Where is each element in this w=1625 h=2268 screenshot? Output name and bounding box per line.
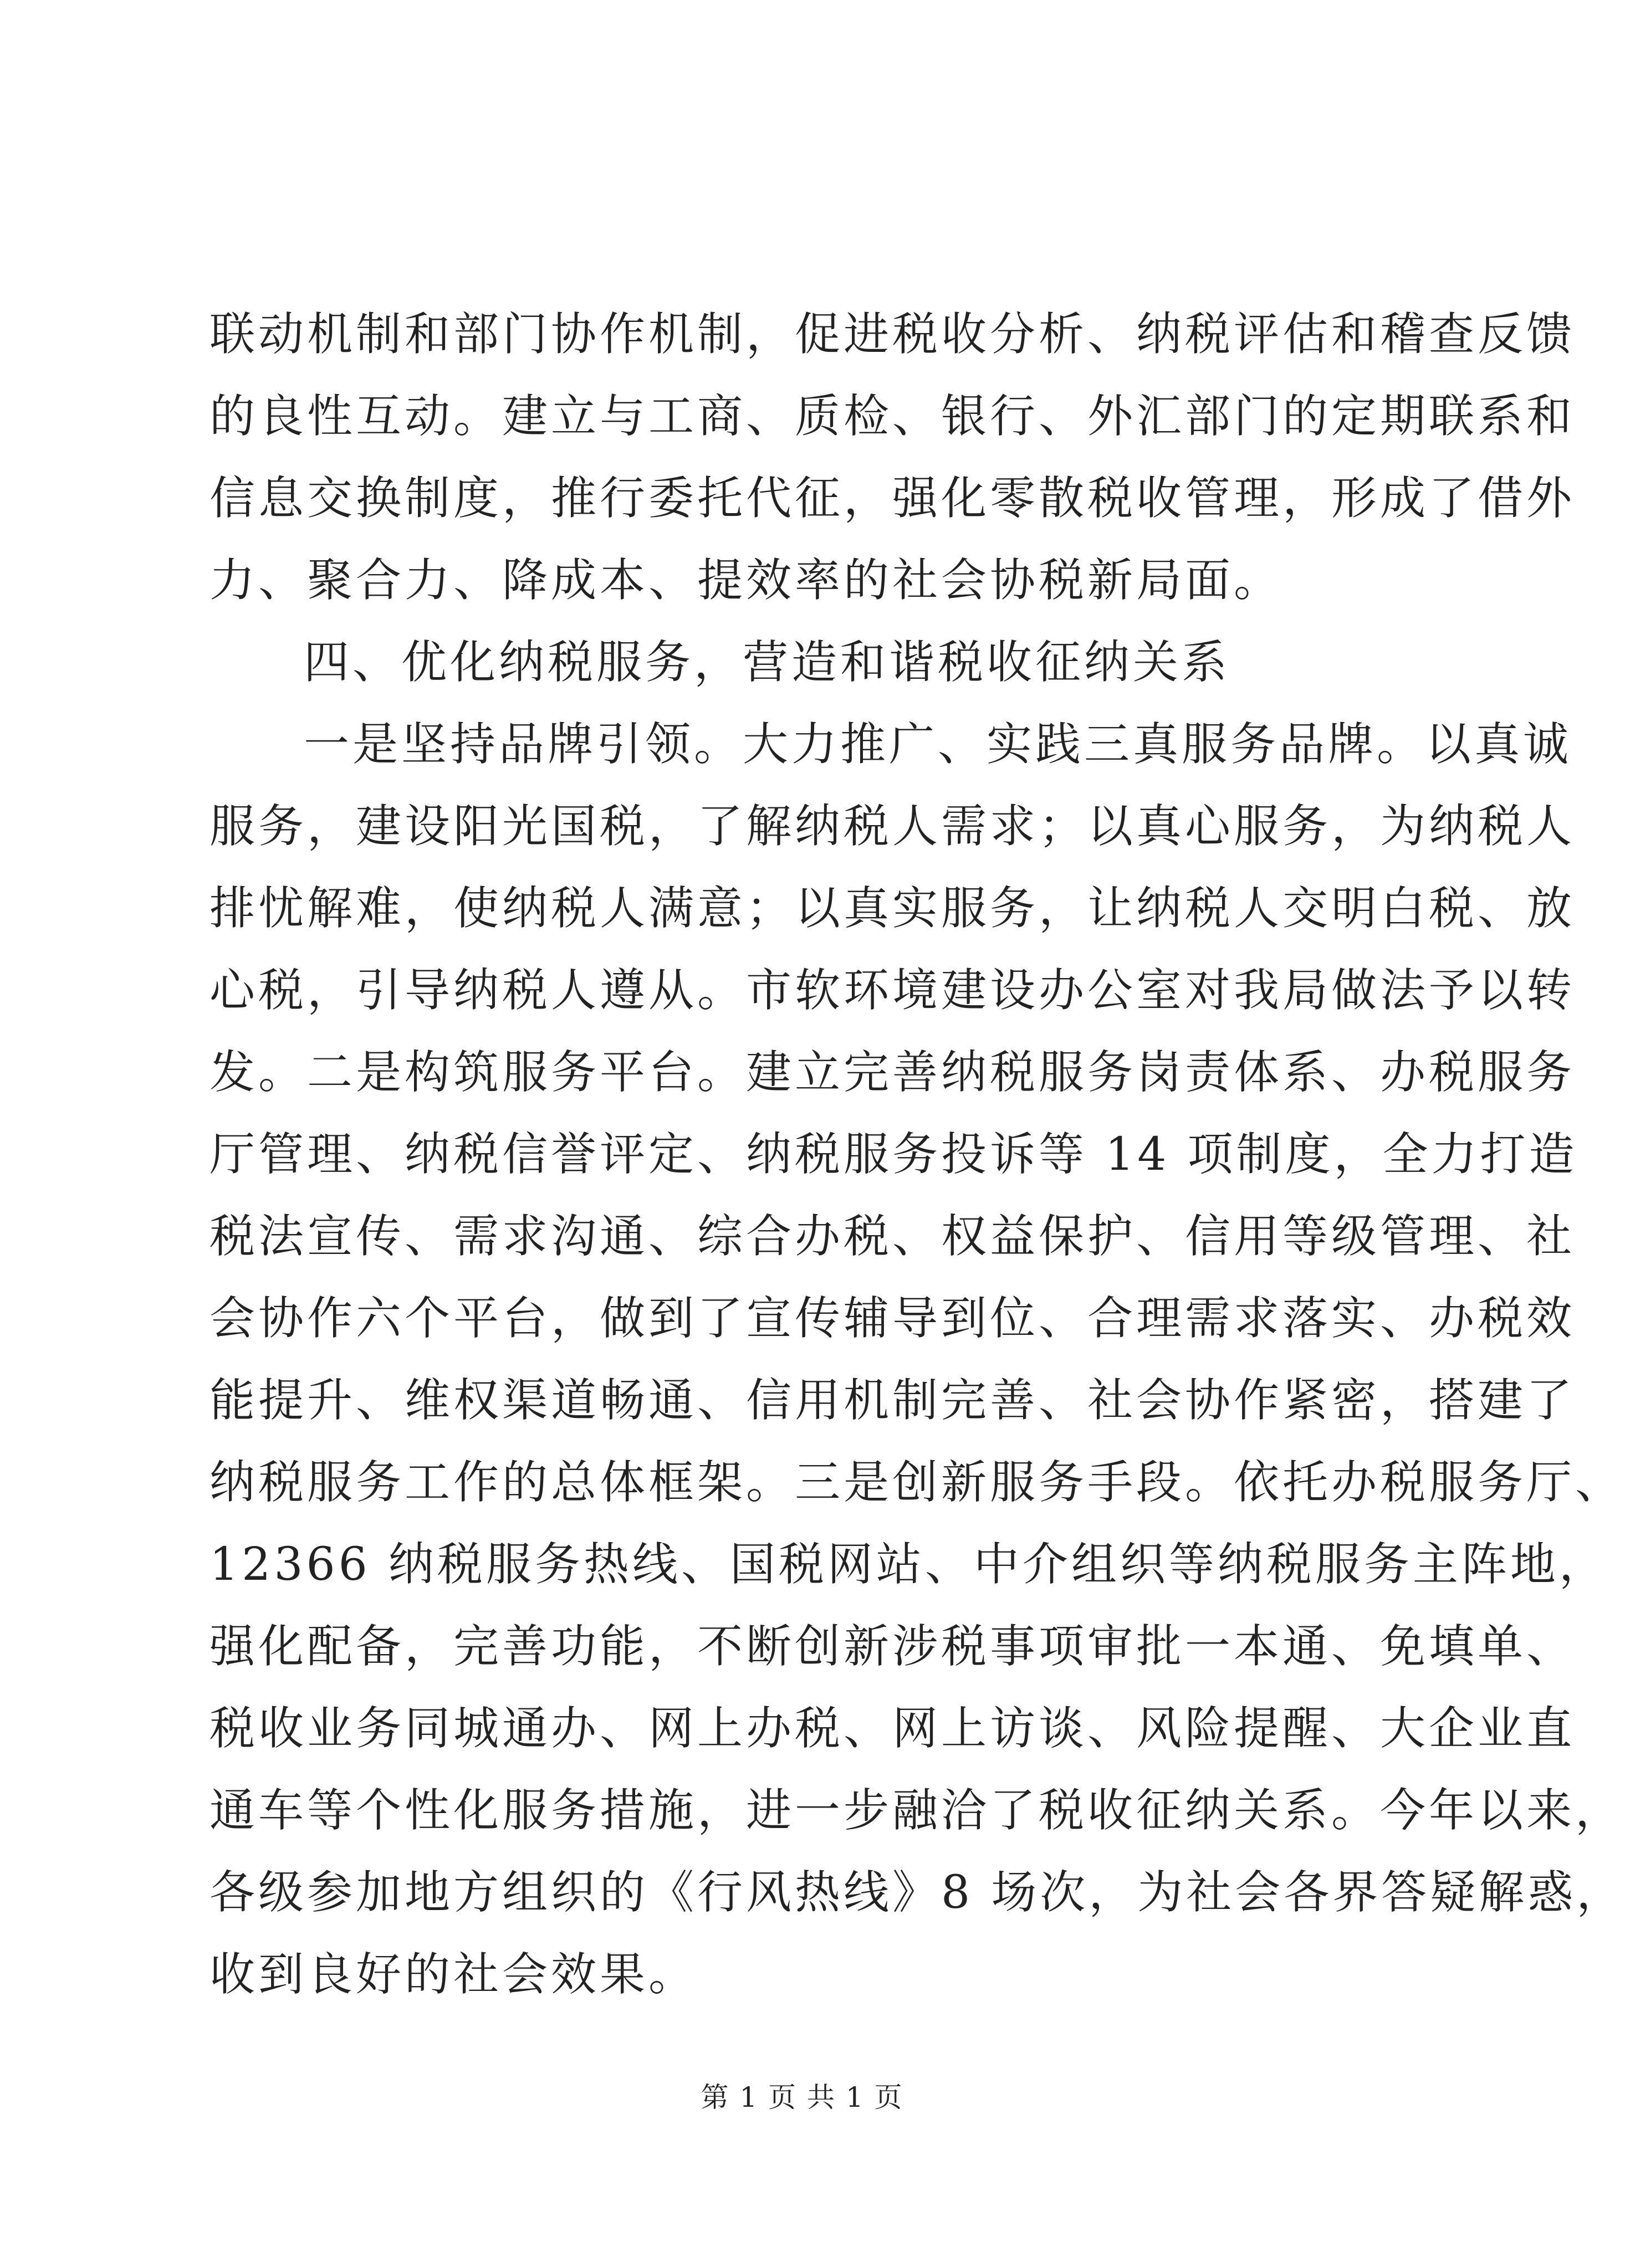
text-line: 各级参加地方组织的《行风热线》8 场次，为社会各界答疑解惑， bbox=[209, 1866, 1625, 1919]
text-line: 心税，引导纳税人遵从。市软环境建设办公室对我局做法予以转 bbox=[209, 964, 1576, 1017]
text-line: 发。二是构筑服务平台。建立完善纳税服务岗责体系、办税服务 bbox=[209, 1046, 1576, 1099]
document-body bbox=[209, 294, 1625, 2016]
text-line: 税收业务同城通办、网上办税、网上访谈、风险提醒、大企业直 bbox=[209, 1702, 1576, 1755]
page-footer: 第 1 页 共 1 页 bbox=[701, 2081, 903, 2113]
text-line: 收到良好的社会效果。 bbox=[209, 1948, 698, 2001]
section-heading: 四、优化纳税服务，营造和谐税收征纳关系 bbox=[304, 636, 1231, 689]
text-line: 服务，建设阳光国税，了解纳税人需求；以真心服务，为纳税人 bbox=[209, 800, 1576, 853]
text-line: 厅管理、纳税信誉评定、纳税服务投诉等 14 项制度，全力打造 bbox=[209, 1128, 1578, 1181]
text-line: 能提升、维权渠道畅通、信用机制完善、社会协作紧密，搭建了 bbox=[209, 1374, 1576, 1427]
text-line: 的良性互动。建立与工商、质检、银行、外汇部门的定期联系和 bbox=[209, 390, 1576, 443]
text-line: 通车等个性化服务措施，进一步融洽了税收征纳关系。今年以来， bbox=[209, 1784, 1624, 1837]
text-line: 一是坚持品牌引领。大力推广、实践三真服务品牌。以真诚 bbox=[304, 718, 1572, 771]
text-line: 强化配备，完善功能，不断创新涉税事项审批一本通、免填单、 bbox=[209, 1620, 1576, 1673]
text-line: 联动机制和部门协作机制，促进税收分析、纳税评估和稽查反馈 bbox=[209, 308, 1576, 361]
text-line: 信息交换制度，推行委托代征，强化零散税收管理，形成了借外 bbox=[209, 472, 1576, 525]
text-line: 12366 纳税服务热线、国税网站、中介组织等纳税服务主阵地， bbox=[209, 1538, 1608, 1591]
text-line: 力、聚合力、降成本、提效率的社会协税新局面。 bbox=[209, 554, 1283, 607]
text-line: 纳税服务工作的总体框架。三是创新服务手段。依托办税服务厅、 bbox=[209, 1456, 1624, 1509]
text-line: 税法宣传、需求沟通、综合办税、权益保护、信用等级管理、社 bbox=[209, 1210, 1576, 1263]
text-line: 排忧解难，使纳税人满意；以真实服务，让纳税人交明白税、放 bbox=[209, 882, 1576, 935]
text-line: 会协作六个平台，做到了宣传辅导到位、合理需求落实、办税效 bbox=[209, 1292, 1576, 1345]
